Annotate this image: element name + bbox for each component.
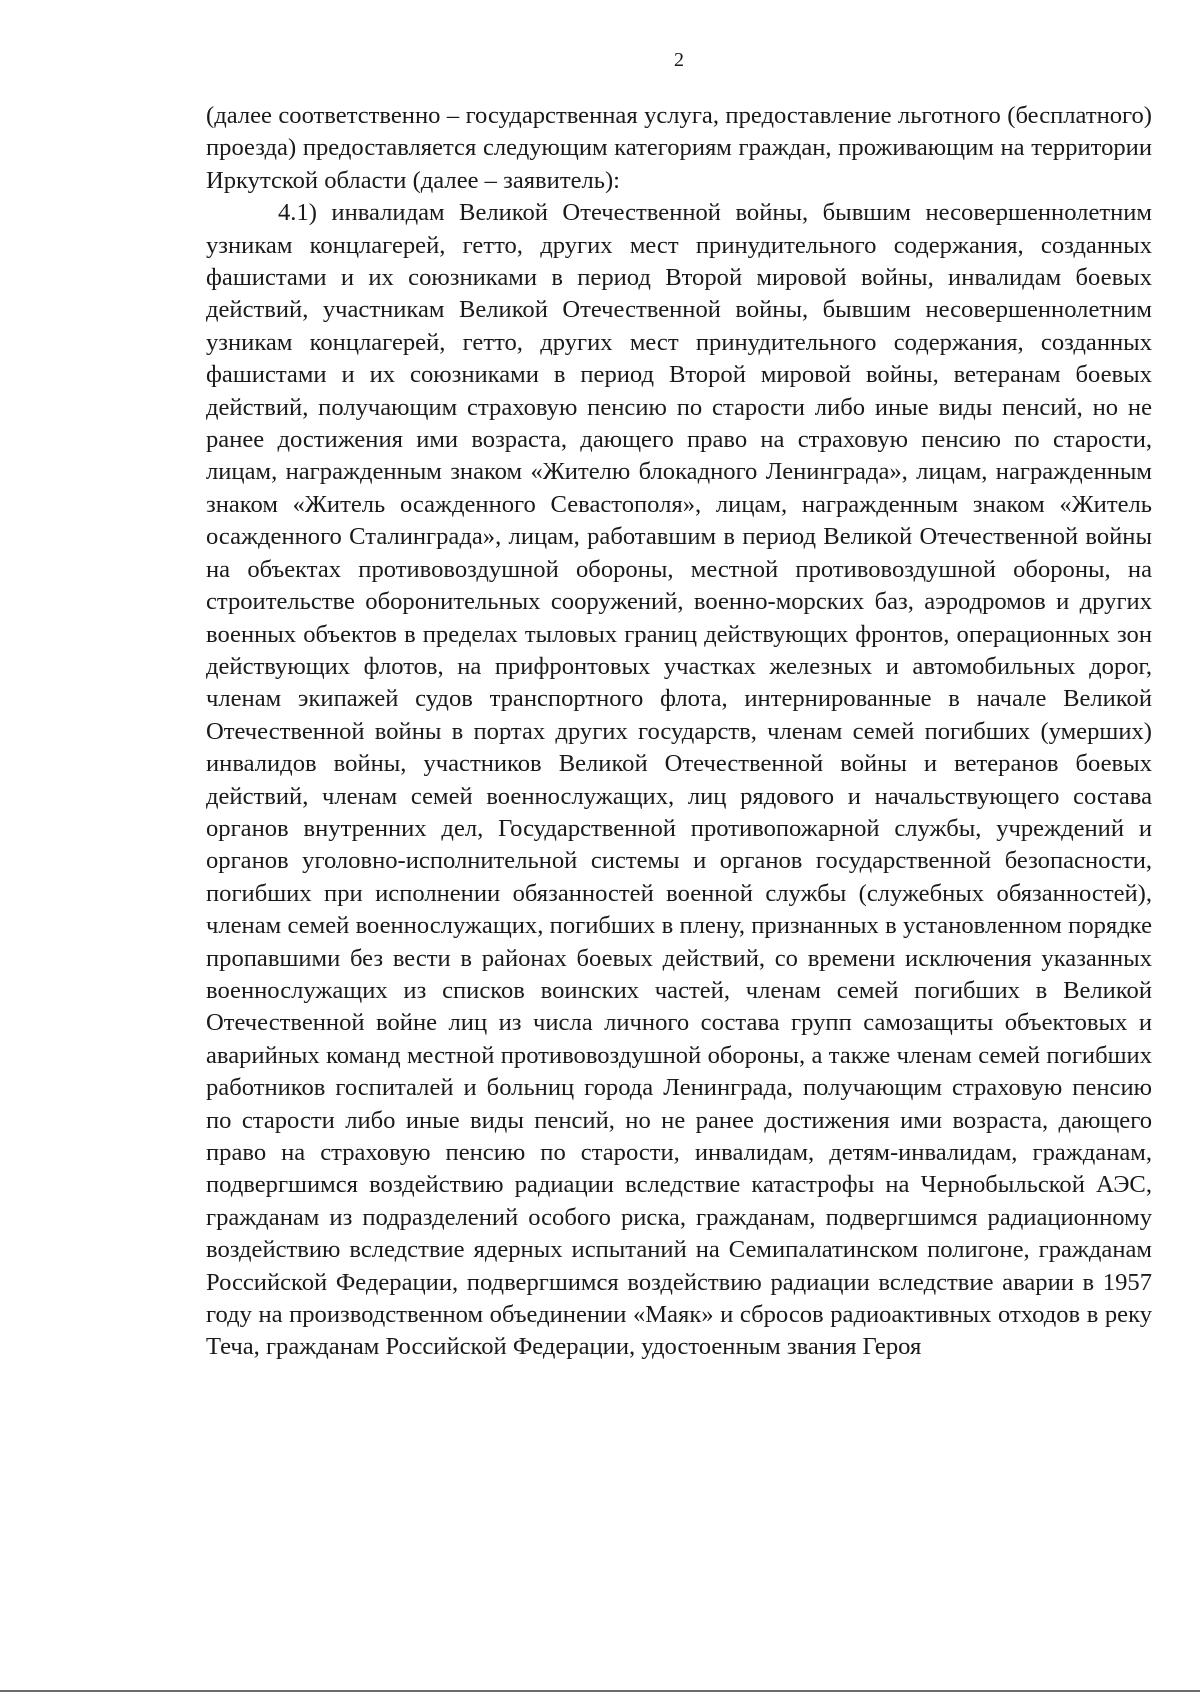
document-body xyxy=(206,100,1152,1364)
page-number: 2 xyxy=(674,49,684,71)
intro-paragraph: (далее соответственно – государственная услуга, предоставление льготного (бесплатного) проезда) предоставляется следующим категориям граждан, проживающим на территории Иркутской области (далее – заявитель): xyxy=(206,102,1152,194)
item-4-1-paragraph: 4.1) инвалидам Великой Отечественной войны, бывшим несовершеннолетним узникам концлагерей, гетто, других мест принудительного содержания, созданных фашистами и их союзниками в период Второй мировой войны, инвалидам боевых действий, участникам Великой Отечественной войны, бывшим несовершеннолетним узникам концлагерей, гетто, других мест принудительного содержания, созданных фашистами и их союзниками в период Второй мировой войны, ветеранам боевых действий, получающим страховую пенсию по старости либо иные виды пенсий, но не ранее достижения ими возраста, дающего право на страховую пенсию по старости, лицам, награжденным знаком «Жителю блокадного Ленинграда», лицам, награжденным знаком «Житель осажденного Севастополя», лицам, награжденным знаком «Житель осажденного Сталинграда», лицам, работавшим в период Великой Отечественной войны на объектах противовоздушной обороны, местной противовоздушной обороны, на строительстве оборонительных сооружений, военно-морских баз, аэродромов и других военных объектов в пределах тыловых границ действующих фронтов, операционных зон действующих флотов, на прифронтовых участках железных и автомобильных дорог, членам экипажей судов транспортного флота, интернированные в начале Великой Отечественной войны в портах других государств, членам семей погибших (умерших) инвалидов войны, участников Великой Отечественной войны и ветеранов боевых действий, членам семей военнослужащих, лиц рядового и начальствующего состава органов внутренних дел, Государственной противопожарной службы, учреждений и органов уголовно-исполнительной системы и органов государственной безопасности, погибших при исполнении обязанностей военной службы (служебных обязанностей), членам семей военнослужащих, погибших в плену, признанных в установленном порядке пропавшими без вести в районах боевых действий, со времени исключения указанных военнослужащих из списков воинских частей, членам семей погибших в Великой Отечественной войне лиц из числа личного состава групп самозащиты объектовых и аварийных команд местной противовоздушной обороны, а также членам семей погибших работников госпиталей и больниц города Ленинграда, получающим страховую пенсию по старости либо иные виды пенсий, но не ранее достижения ими возраста, дающего право на страховую пенсию по старости, инвалидам, детям-инвалидам, гражданам, подвергшимся воздействию радиации вследствие катастрофы на Чернобыльской АЭС, гражданам из подразделений особого риска, гражданам, подвергшимся радиационному воздействию вследствие ядерных испытаний на Семипалатинском полигоне, гражданам Российской Федерации, подвергшимся воздействию радиации вследствие аварии в 1957 году на производственном объединении «Маяк» и сбросов радиоактивных отходов в реку Теча, гражданам Российской Федерации, удостоенным звания Героя xyxy=(206,199,1152,1361)
page-bottom-edge xyxy=(0,1690,1200,1692)
